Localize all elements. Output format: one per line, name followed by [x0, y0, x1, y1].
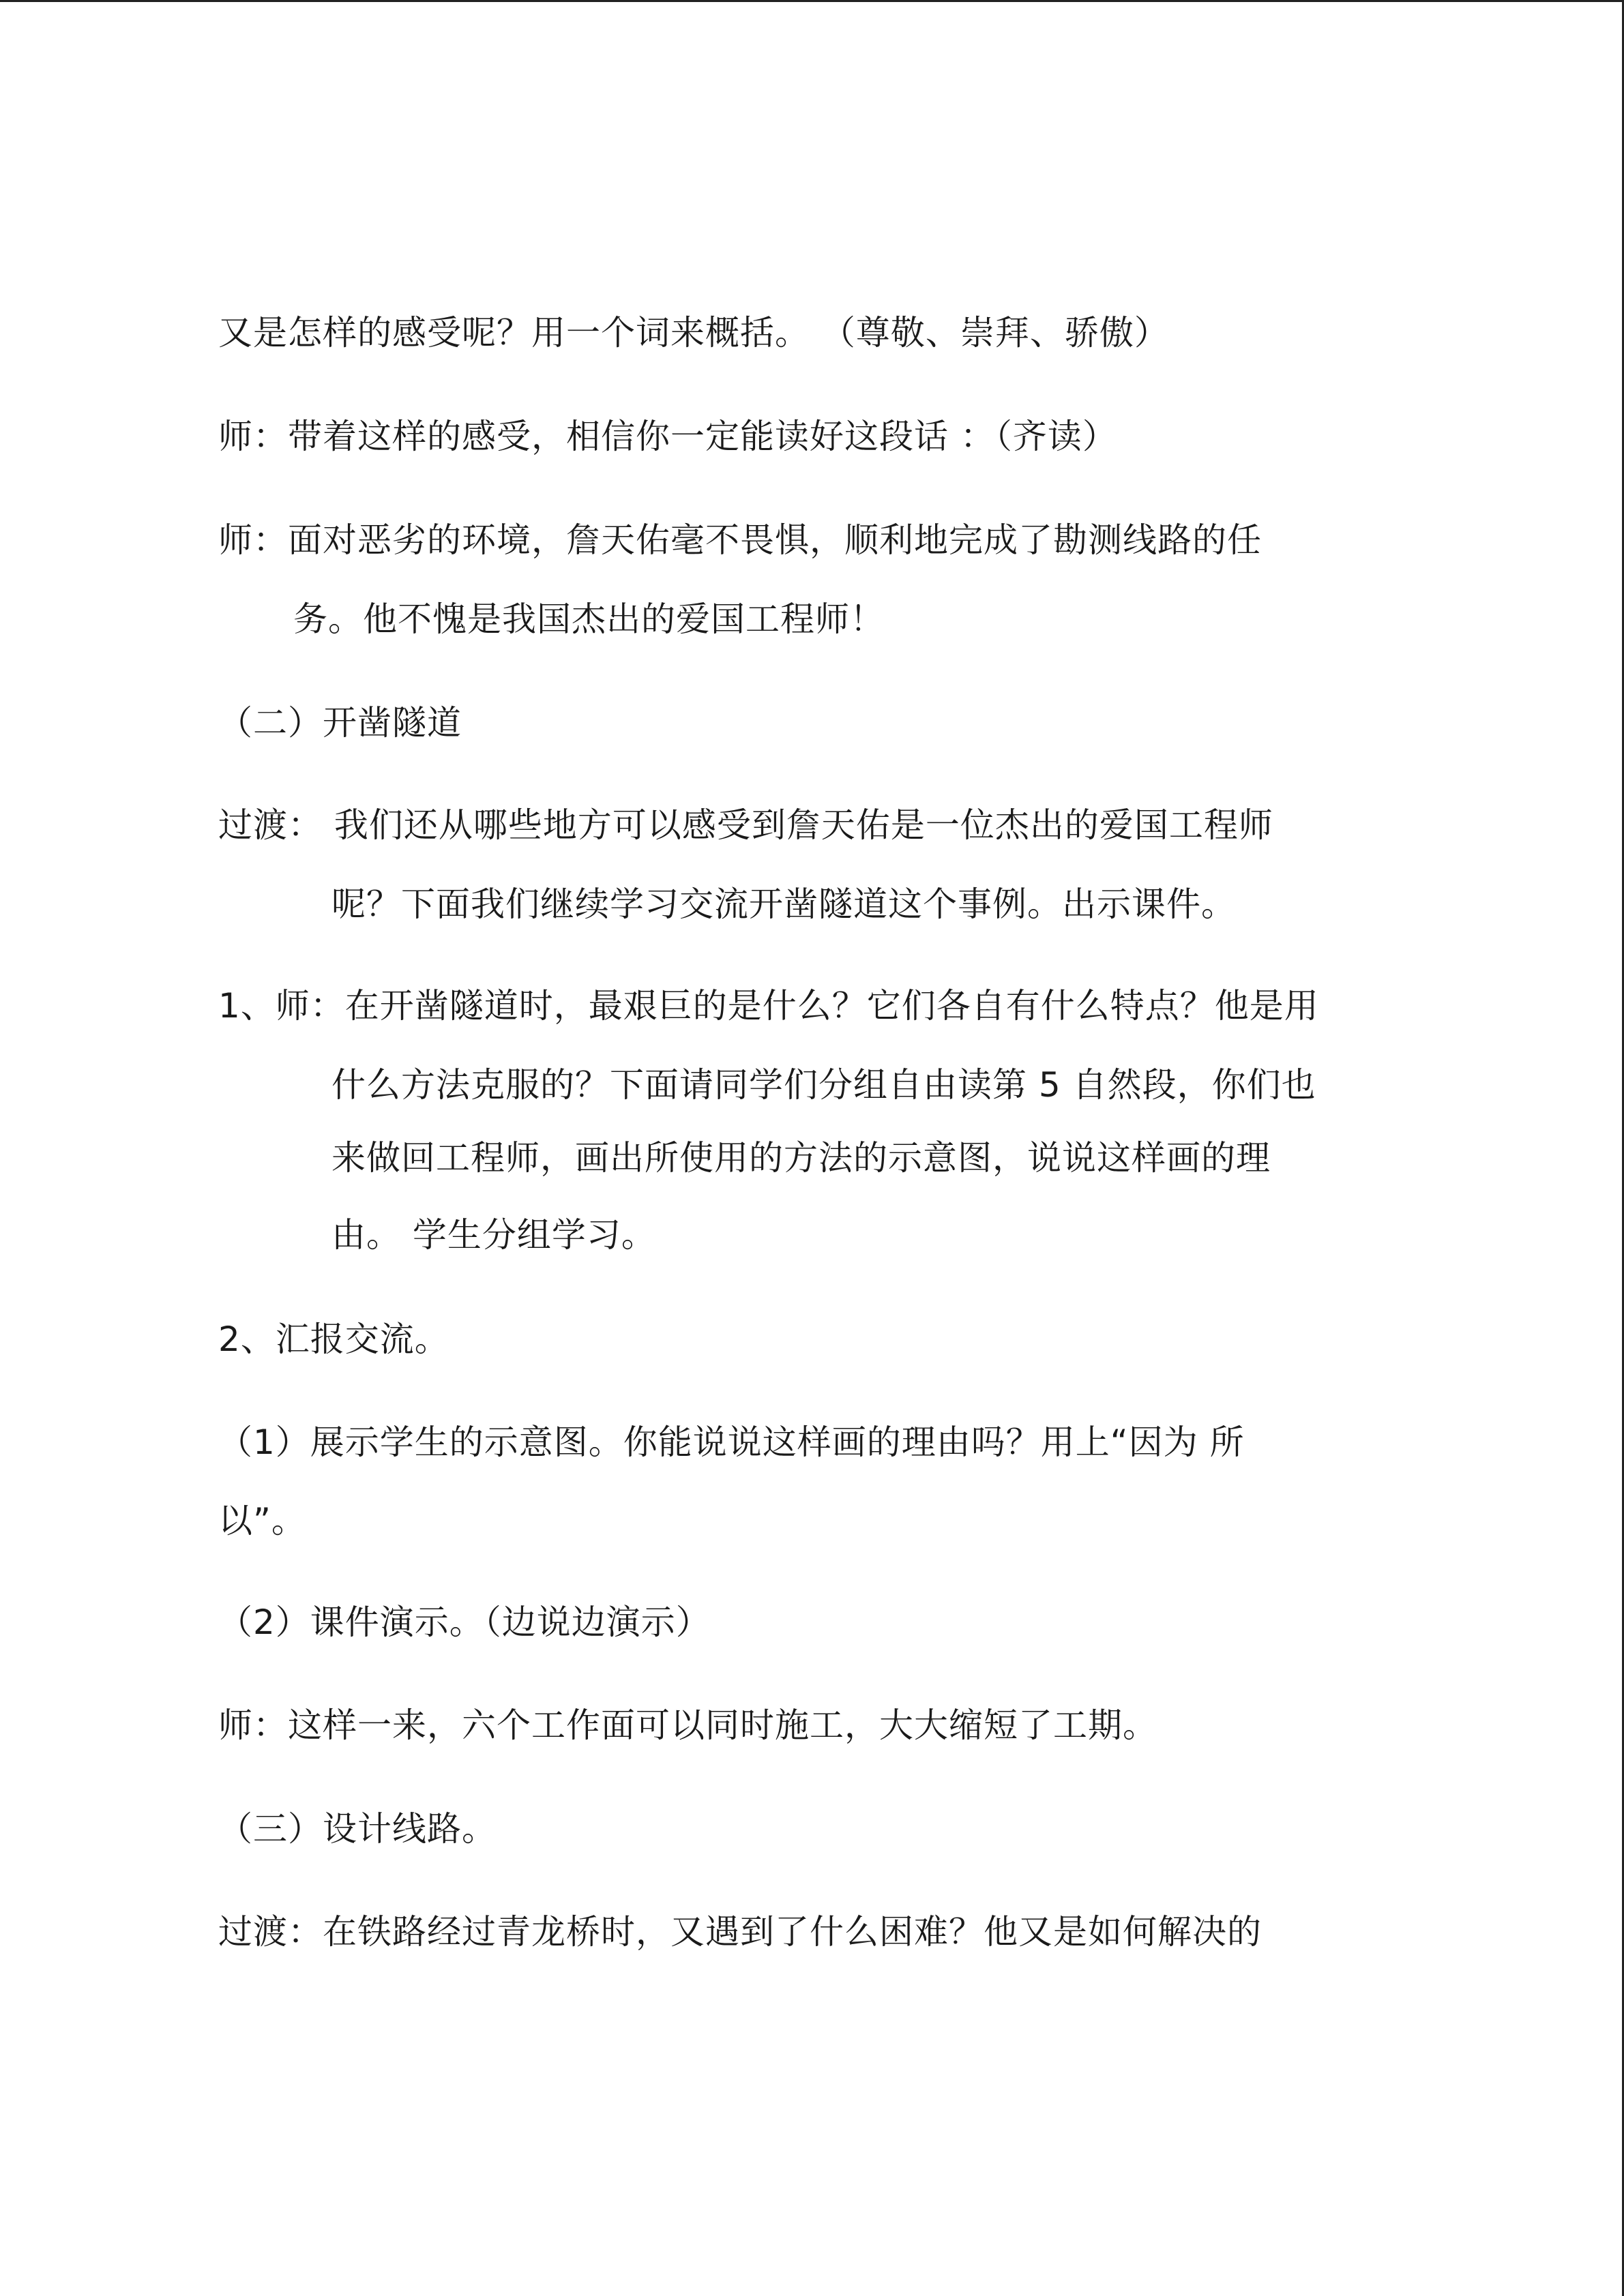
text-line: 来做回工程师，画出所使用的方法的示意图，说说这样画的理	[331, 1138, 1271, 1178]
text-line: 2、汇报交流。	[218, 1320, 449, 1359]
section-heading: （三）设计线路。	[218, 1809, 497, 1849]
text-line: 师：带着这样的感受，相信你一定能读好这段话 ：（齐读）	[218, 417, 1117, 456]
text-line: 以”。	[218, 1501, 306, 1540]
section-heading: （二）开凿隧道	[218, 703, 462, 743]
text-line: （1）展示学生的示意图。你能说说这样画的理由吗？用上“因为 所	[218, 1422, 1245, 1462]
text-line: 由。 学生分组学习。	[331, 1215, 656, 1255]
text-line: 又是怎样的感受呢？用一个词来概括。 （尊敬、崇拜、骄傲）	[218, 313, 1169, 353]
text-line: 过渡： 我们还从哪些地方可以感受到詹天佑是一位杰出的爱国工程师	[218, 805, 1273, 845]
text-line: 1、师：在开凿隧道时，最艰巨的是什么？它们各自有什么特点？他是用	[218, 986, 1319, 1026]
text-line: 什么方法克服的？下面请同学们分组自由读第 5 自然段，你们也	[331, 1065, 1316, 1105]
text-line: 过渡：在铁路经过青龙桥时，又遇到了什么困难？他又是如何解决的	[218, 1912, 1262, 1952]
text-line: 务。他不愧是我国杰出的爱国工程师！	[293, 599, 885, 639]
text-line: 师：面对恶劣的环境，詹天佑毫不畏惧，顺利地完成了勘测线路的任	[218, 520, 1262, 560]
text-line: 呢？下面我们继续学习交流开凿隧道这个事例。出示课件。	[331, 884, 1236, 924]
text-line: 师：这样一来，六个工作面可以同时施工，大大缩短了工期。	[218, 1705, 1157, 1745]
text-line: （2）课件演示。（边说边演示）	[218, 1602, 711, 1642]
